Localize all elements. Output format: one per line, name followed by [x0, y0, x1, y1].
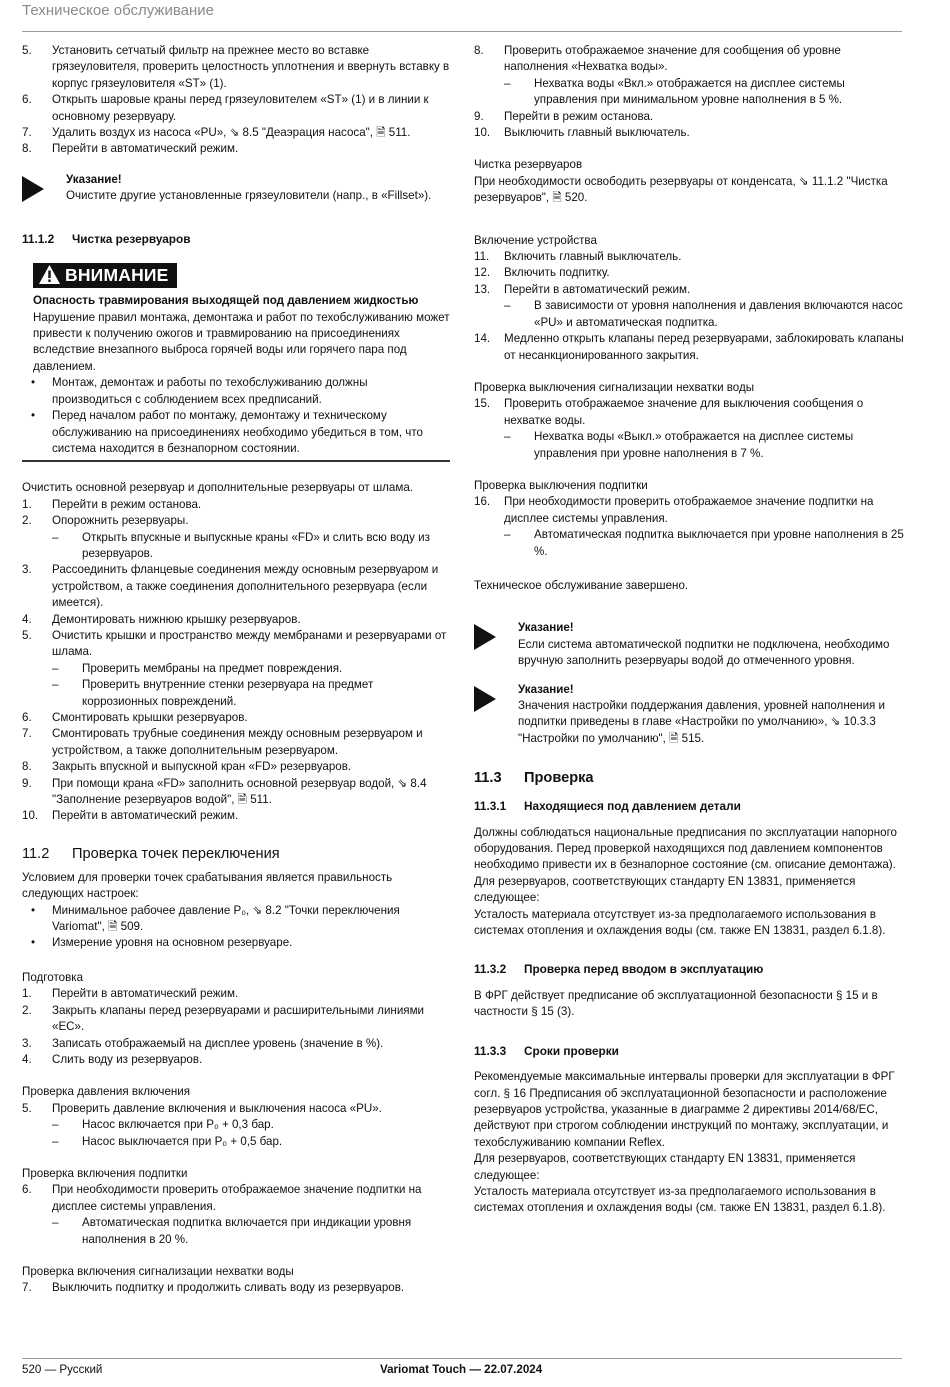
- list-item: [22, 1003, 450, 1036]
- warning-title: Опасность травмирования выходящей под давлением жидкостью: [33, 294, 419, 308]
- step-number: 11.: [474, 250, 490, 264]
- steps-list-prep: [22, 986, 450, 1068]
- list-item: [22, 497, 450, 513]
- step-text: Установить сетчатый фильтр на прежнее место во вставке грязеуловителя, проверить целостность уплотнения и ввернуть вставку в корпус грязеуловителя «ST» (1).: [52, 44, 450, 90]
- step-number: 6.: [22, 93, 32, 107]
- step-text: Включить подпитку.: [504, 266, 610, 280]
- bullet-text: Измерение уровня на основном резервуаре.: [52, 936, 293, 950]
- bullet-text: Перед началом работ по монтажу, демонтажу и техническому обслуживанию на присоединениях необходимо убедиться в том, что система находится в безнапорном состоянии.: [52, 409, 423, 455]
- step-text: Записать отображаемый на дисплее уровень (значение в %).: [52, 1036, 384, 1050]
- footer-document: Variomat Touch — 22.07.2024: [380, 1363, 543, 1376]
- bullet-text: Минимальное рабочее давление P₀, ⇘ 8.2 "Точки переключения Variomat", 🗎 509.: [52, 903, 400, 934]
- steps-list-refill: [22, 1182, 450, 1248]
- section-title: Проверка: [524, 770, 594, 787]
- list-item: [22, 562, 450, 611]
- steps-list-lowwater: [22, 1280, 450, 1296]
- list-item: [474, 249, 904, 265]
- section-number: 11.3.2: [474, 962, 507, 977]
- warning-triangle-icon: [39, 265, 65, 286]
- sub-list-item: [22, 1134, 450, 1150]
- sub-list-item: [474, 76, 904, 109]
- step-text: Очистить крышки и пространство между мембранами и резервуарами от шлама.: [52, 628, 447, 659]
- sub-list-item: [22, 1215, 450, 1248]
- step-text: Смонтировать трубные соединения между основным резервуаром и устройством, а также дополнительным резервуаром.: [52, 727, 423, 757]
- paragraph: Усталость материала отсутствует из-за предполагаемого использования в системах отопления и охлаждения воды (см. также EN 13831, раздел 6.1.8).: [474, 1184, 886, 1215]
- step-number: 12.: [474, 266, 491, 280]
- footer-page-number: 520 — Русский: [22, 1363, 103, 1376]
- section-number: 11.1.2: [22, 231, 55, 246]
- step-text: Опорожнить резервуары.: [52, 514, 189, 528]
- step-number: 16.: [474, 495, 491, 509]
- left-column: [22, 43, 450, 1297]
- paragraph: В ФРГ действует предписание об эксплуатационной безопасности § 15 и в частности § 15 (3).: [474, 988, 878, 1019]
- tank-title: Чистка резервуаров: [474, 158, 583, 172]
- section-number: 11.3.3: [474, 1043, 507, 1058]
- warning-label-text: ВНИМАНИЕ: [65, 265, 169, 286]
- paragraph: Усталость материала отсутствует из-за предполагаемого использования в системах отопления и охлаждения воды (см. также EN 13831, раздел 6.1.8).: [474, 907, 886, 938]
- sub-list-item: [474, 527, 904, 560]
- bullet-marker: •: [31, 409, 36, 423]
- step-number: 8.: [22, 760, 32, 774]
- dash-marker: –: [504, 299, 511, 313]
- bullet-marker: •: [31, 936, 36, 950]
- step-number: 5.: [22, 1101, 32, 1115]
- note-block-3: [474, 682, 904, 748]
- note-title: Указание!: [518, 682, 574, 696]
- check-bullets: [22, 903, 450, 952]
- section-heading-11-3-2: [474, 961, 904, 977]
- step-text: Проверить отображаемое значение для выключения сообщения о нехватке воды.: [504, 397, 864, 427]
- steps-list-refill-off: [474, 494, 904, 560]
- step-number: 10.: [22, 809, 39, 823]
- bullet-text: Монтаж, демонтаж и работы по техобслуживанию должны производиться с соблюдением всех предписаний.: [52, 376, 368, 406]
- step-number: 8.: [22, 142, 32, 156]
- warning-label: [33, 263, 177, 288]
- step-text: При помощи крана «FD» заполнить основной резервуар водой, ⇘ 8.4 "Заполнение резервуаров водой", 🗎 511.: [52, 776, 427, 807]
- check-intro: Условием для проверки точек срабатывания является правильность следующих настроек:: [22, 870, 393, 901]
- list-item: [474, 494, 904, 527]
- sub-step-text: Нехватка воды «Выкл.» отображается на дисплее системы управления при уровне наполнения в 7 %.: [534, 430, 854, 460]
- sub-step-text: Нехватка воды «Вкл.» отображается на дисплее системы управления при минимальном уровне наполнения в 5 %.: [534, 76, 845, 107]
- note-block-2: [474, 620, 904, 669]
- step-number: 2.: [22, 514, 32, 528]
- list-item: [22, 43, 450, 92]
- sub-step-text: Автоматическая подпитка включается при индикации уровня наполнения в 20 %.: [82, 1216, 412, 1246]
- step-number: 7.: [22, 126, 32, 140]
- lowwater-title: Проверка включения сигнализации нехватки воды: [22, 1264, 294, 1278]
- sub-step-text: Насос выключается при P₀ + 0,5 бар.: [82, 1134, 283, 1148]
- section-heading-11-2: [22, 845, 450, 864]
- step-number: 6.: [22, 711, 32, 725]
- step-number: 3.: [22, 563, 32, 577]
- step-number: 2.: [22, 1003, 32, 1017]
- step-number: 7.: [22, 727, 32, 741]
- list-item: [22, 759, 450, 775]
- step-text: Перейти в автоматический режим.: [52, 809, 239, 823]
- list-item: [22, 1052, 450, 1068]
- section-heading-11-1-2: [22, 231, 450, 247]
- paragraph: Рекомендуемые максимальные интервалы проверки для эксплуатации в ФРГ согл. § 16 Предписания об эксплуатационной безопасности и расположение резервуаров устройства, указанные в диаграмме 2 директивы 2014/68/EC, действуют при строгом соблюдении инструкций по монтажу, эксплуатации, и техобслуживанию компании Reflex.: [474, 1070, 895, 1149]
- section-title: Проверка точек переключения: [72, 845, 280, 862]
- step-text: Медленно открыть клапаны перед резервуарами, заблокировать клапаны от несанкционированного закрытия.: [504, 332, 904, 362]
- sub-step-text: Проверить внутренние стенки резервуара на предмет коррозионных повреждений.: [82, 678, 374, 708]
- sub-list-item: [474, 298, 904, 331]
- list-item: [474, 265, 904, 281]
- bullet-item: [22, 408, 450, 457]
- tank-text: При необходимости освободить резервуары от конденсата, ⇘ 11.1.2 "Чистка резервуаров", 🗎 520.: [474, 174, 888, 205]
- press-title: Проверка давления включения: [22, 1085, 191, 1099]
- page-header-title: Техническое обслуживание: [22, 2, 214, 19]
- sub-list-item: [22, 530, 450, 563]
- step-text: Перейти в автоматический режим.: [52, 987, 239, 1001]
- section-heading-11-3: [474, 769, 904, 788]
- sub-list-item: [22, 1117, 450, 1133]
- refill-title: Проверка включения подпитки: [22, 1166, 188, 1180]
- bullet-item: [22, 935, 450, 951]
- list-item: [22, 1182, 450, 1215]
- list-item: [474, 43, 904, 76]
- step-number: 1.: [22, 497, 32, 511]
- sub-step-text: Насос включается при P₀ + 0,3 бар.: [82, 1118, 274, 1132]
- steps-list-clean: [22, 497, 450, 825]
- sub-step-text: Открыть впускные и выпускные краны «FD» и слить всю воду из резервуаров.: [82, 530, 430, 560]
- section-heading-11-3-1: [474, 798, 904, 814]
- step-number: 8.: [474, 44, 484, 57]
- play-arrow-icon: [22, 172, 66, 205]
- list-item: [474, 125, 904, 141]
- section-title: Проверка перед вводом в эксплуатацию: [524, 962, 764, 977]
- step-text: Выключить подпитку и продолжить сливать воду из резервуаров.: [52, 1281, 405, 1295]
- bullet-item: [22, 903, 450, 936]
- bullet-marker: •: [31, 903, 36, 917]
- warning-text: Нарушение правил монтажа, демонтажа и работ по техобслуживанию может привести к получению ожогов и травмированию на присоединениях вследствие внезапного выброса горячей воды или горячего пара под давлением.: [33, 310, 450, 373]
- list-item: [474, 109, 904, 125]
- step-number: 1.: [22, 987, 32, 1001]
- step-number: 4.: [22, 1052, 32, 1066]
- list-item: [22, 125, 450, 141]
- note-title: Указание!: [66, 172, 122, 186]
- play-arrow-icon: [474, 682, 518, 748]
- step-number: 10.: [474, 126, 491, 140]
- list-item: [474, 282, 904, 298]
- list-item: [22, 726, 450, 759]
- step-number: 9.: [474, 109, 484, 123]
- sub-list-item: [22, 677, 450, 710]
- step-number: 5.: [22, 44, 32, 57]
- sub-step-text: В зависимости от уровня наполнения и давления включаются насос «PU» и автоматическая подпитка.: [534, 299, 903, 329]
- dash-marker: –: [504, 528, 511, 542]
- sub-list-item: [474, 429, 904, 462]
- step-number: 5.: [22, 628, 32, 642]
- list-item: [22, 92, 450, 125]
- maintenance-done: Техническое обслуживание завершено.: [474, 578, 689, 592]
- list-item: [22, 776, 450, 809]
- on-title: Включение устройства: [474, 233, 597, 247]
- bullet-marker: •: [31, 376, 36, 390]
- step-text: Удалить воздух из насоса «PU», ⇘ 8.5 "Деаэрация насоса", 🗎 511.: [52, 126, 411, 140]
- section-heading-11-3-3: [474, 1043, 904, 1059]
- steps-list-off: [474, 396, 904, 462]
- dash-marker: –: [52, 1216, 59, 1230]
- note-text: Если система автоматической подпитки не подключена, необходимо вручную заполнить резервуары водой до отмеченного уровня.: [518, 637, 890, 668]
- dash-marker: –: [52, 678, 59, 692]
- step-text: Перейти в режим останова.: [52, 497, 202, 511]
- list-item: [22, 612, 450, 628]
- section-title: Сроки проверки: [524, 1043, 619, 1058]
- off-title: Проверка выключения сигнализации нехватки воды: [474, 380, 755, 394]
- list-item: [22, 628, 450, 661]
- prep-title: Подготовка: [22, 970, 84, 984]
- step-text: Демонтировать нижнюю крышку резервуаров.: [52, 612, 301, 626]
- footer-rule: [22, 1358, 902, 1359]
- list-item: [22, 141, 450, 157]
- list-item: [22, 808, 450, 824]
- dash-marker: –: [52, 1118, 59, 1132]
- step-text: Смонтировать крышки резервуаров.: [52, 711, 248, 725]
- paragraph: Для резервуаров, соответствующих стандарту EN 13831, применяется следующее:: [474, 1152, 856, 1182]
- list-item: [22, 1280, 450, 1296]
- section-title: Чистка резервуаров: [72, 231, 191, 246]
- steps-list-press: [22, 1101, 450, 1150]
- step-number: 14.: [474, 332, 491, 346]
- dash-marker: –: [504, 430, 511, 444]
- dash-marker: –: [52, 1134, 59, 1148]
- step-text: Включить главный выключатель.: [504, 250, 682, 264]
- sub-step-text: Автоматическая подпитка выключается при уровне наполнения в 25 %.: [534, 528, 904, 558]
- step-text: Перейти в автоматический режим.: [52, 142, 239, 156]
- list-item: [22, 710, 450, 726]
- play-arrow-icon: [474, 620, 518, 669]
- clean-intro: Очистить основной резервуар и дополнительные резервуары от шлама.: [22, 481, 413, 495]
- dash-marker: –: [504, 76, 511, 90]
- step-text: Проверить давление включения и выключения насоса «PU».: [52, 1101, 382, 1115]
- step-number: 9.: [22, 776, 32, 790]
- section-number: 11.3.1: [474, 799, 507, 814]
- step-number: 15.: [474, 397, 491, 411]
- step-text: Перейти в режим останова.: [504, 109, 654, 123]
- list-item: [22, 1036, 450, 1052]
- refill-off-title: Проверка выключения подпитки: [474, 478, 648, 492]
- list-item: [474, 396, 904, 429]
- steps-list-top-left: [22, 43, 450, 158]
- note-text: Значения настройки поддержания давления, уровней наполнения и подпитки приведены в главе «Настройки по умолчанию», ⇘ 10.3.3 "Настройки по умолчанию", 🗎 515.: [518, 699, 886, 745]
- step-text: Открыть шаровые краны перед грязеуловителем «ST» (1) и в линии к основному резервуару.: [52, 93, 429, 123]
- dash-marker: –: [52, 530, 59, 544]
- step-text: Слить воду из резервуаров.: [52, 1052, 203, 1066]
- steps-list-top-right: [474, 43, 904, 141]
- note-text: Очистите другие установленные грязеуловители (напр., в «Fillset»).: [66, 189, 432, 203]
- list-item: [474, 331, 904, 364]
- step-text: Перейти в автоматический режим.: [504, 282, 691, 296]
- step-number: 4.: [22, 612, 32, 626]
- bullet-item: [22, 375, 450, 408]
- warning-bullets: [22, 375, 450, 457]
- sub-list-item: [22, 661, 450, 677]
- header-rule: [22, 31, 902, 32]
- step-text: Выключить главный выключатель.: [504, 126, 690, 140]
- step-text: При необходимости проверить отображаемое значение подпитки на дисплее системы управления.: [504, 495, 874, 525]
- section-number: 11.3: [474, 770, 502, 787]
- section-title: Находящиеся под давлением детали: [524, 799, 741, 814]
- section-number: 11.2: [22, 845, 50, 862]
- note-block-1: [22, 172, 450, 205]
- dash-marker: –: [52, 661, 59, 675]
- step-text: При необходимости проверить отображаемое значение подпитки на дисплее системы управления.: [52, 1183, 422, 1213]
- list-item: [22, 513, 450, 529]
- step-text: Закрыть клапаны перед резервуарами и расширительными линиями «EC».: [52, 1003, 425, 1034]
- step-text: Проверить отображаемое значение для сообщения об уровне наполнения «Нехватка воды».: [504, 44, 841, 74]
- paragraph: Должны соблюдаться национальные предписания по эксплуатации напорного оборудования. Перед проверкой находящихся под давлением компонентов необходимо привести их в безнапорное состояние (см. описание демонтажа).: [474, 825, 897, 872]
- paragraph: Для резервуаров, соответствующих стандарту EN 13831, применяется следующее:: [474, 874, 856, 905]
- step-number: 7.: [22, 1281, 32, 1295]
- list-item: [22, 986, 450, 1002]
- sub-step-text: Проверить мембраны на предмет повреждения.: [82, 661, 343, 675]
- warning-box: [22, 263, 450, 462]
- step-text: Закрыть впускной и выпускной кран «FD» резервуаров.: [52, 760, 352, 774]
- step-text: Рассоединить фланцевые соединения между основным резервуаром и устройством, а также соединения дополнительного резервуара (если имеется).: [52, 563, 439, 610]
- right-column: [474, 43, 904, 1217]
- step-number: 3.: [22, 1036, 32, 1050]
- steps-list-on: [474, 249, 904, 364]
- note-title: Указание!: [518, 621, 574, 635]
- list-item: [22, 1101, 450, 1117]
- step-number: 13.: [474, 282, 491, 296]
- step-number: 6.: [22, 1183, 32, 1197]
